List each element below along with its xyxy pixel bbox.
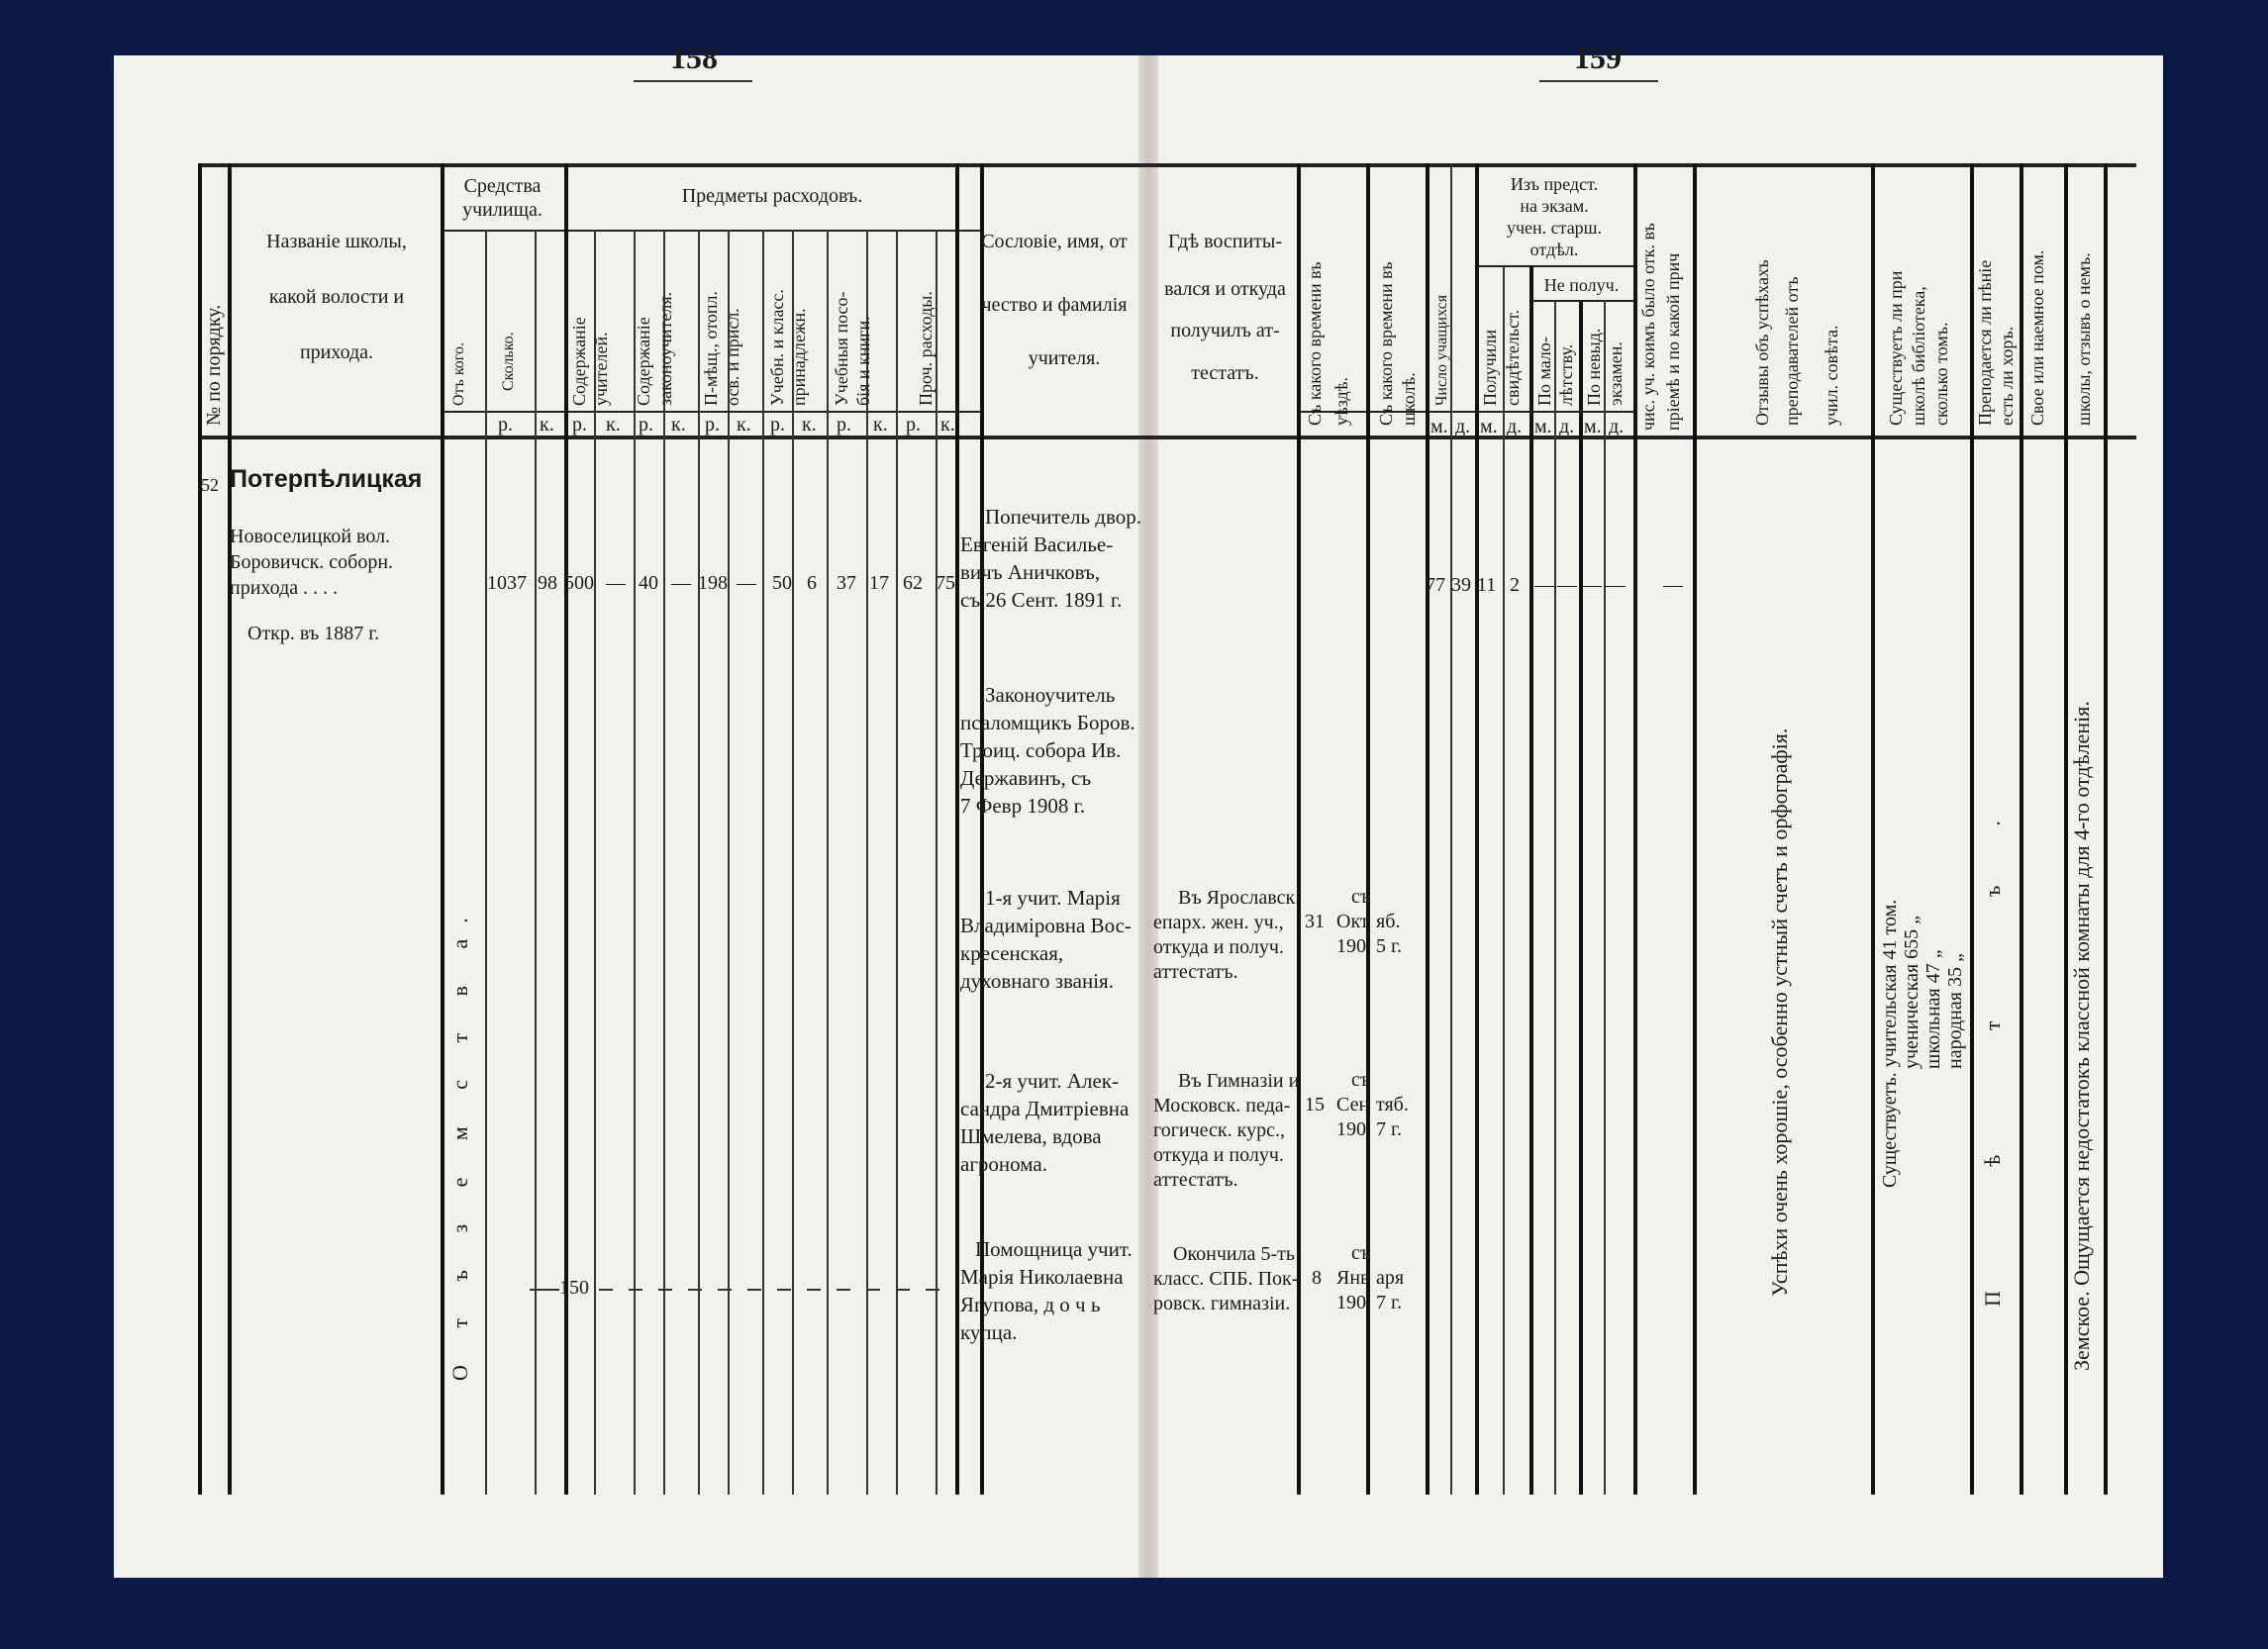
header-means-2: училища. — [462, 199, 542, 221]
header-reviews-2: преподавателей отъ — [1782, 276, 1802, 426]
header-not-passed-1: По невыд. — [1584, 328, 1604, 406]
teacher-4-l2: сандра Дмитріевна — [960, 1097, 1130, 1120]
header-exp-class-2: принадлежн. — [789, 308, 809, 406]
col-line — [792, 230, 794, 1495]
amount: 17 — [869, 572, 889, 594]
col-line — [728, 230, 730, 1495]
date-school: 5 г. — [1376, 935, 1402, 957]
md: м. — [1430, 416, 1448, 437]
col-line — [228, 163, 232, 1495]
header-how-much: Сколько. — [500, 332, 517, 391]
left-page-number: 158 — [670, 40, 718, 75]
rk-k: к. — [940, 414, 955, 436]
header-exp-class-1: Учебн. и класс. — [767, 289, 787, 406]
md: м. — [1584, 416, 1602, 437]
md: д. — [1455, 416, 1471, 437]
teacher-5-l2: Марія Николаевна — [960, 1265, 1124, 1289]
educated-2-l2: Московск. педа- — [1153, 1095, 1291, 1116]
header-educated-3: получилъ ат- — [1170, 320, 1280, 341]
header-library-1: Существуетъ ли при — [1886, 270, 1906, 426]
school-name: Потерпѣлицкая — [230, 465, 423, 493]
col-line — [1529, 265, 1533, 1495]
expenses-rule — [564, 230, 980, 232]
teacher-2-l5: 7 Февр 1908 г. — [960, 794, 1086, 818]
educated-3-l2: класс. СПБ. Пок- — [1153, 1268, 1299, 1290]
educated-3-l1: Окончила 5-ть — [1173, 1243, 1295, 1265]
header-school-name-3: прихода. — [299, 341, 374, 363]
amount-150: 150 — [559, 1277, 589, 1299]
received-d: 2 — [1510, 574, 1520, 596]
library-line-3: школьная 47 „ — [1923, 949, 1944, 1069]
table-top-rule — [198, 163, 2136, 167]
rk-k: к. — [873, 414, 888, 436]
header-not-passed-2: экзамен. — [1606, 341, 1626, 406]
library-line-4: народная 35 „ — [1944, 953, 1966, 1069]
col-line — [1871, 163, 1875, 1495]
educated-2-l3: гогическ. курс., — [1153, 1119, 1285, 1141]
rk-r: р. — [837, 414, 851, 436]
header-students: Число учащихся — [1433, 294, 1450, 406]
teacher-4-l1: 2-я учит. Алек- — [985, 1069, 1119, 1093]
rk-r: р. — [906, 414, 921, 436]
col-line — [198, 163, 202, 1495]
header-exp-law-1: Содержаніе — [634, 317, 653, 406]
educated-2-l5: аттестатъ. — [1153, 1169, 1238, 1191]
md: д. — [1507, 416, 1523, 437]
date-school: аря — [1376, 1267, 1405, 1289]
header-exp-premises-1: П-мѣщ., отопл. — [701, 290, 721, 406]
header-exp-books-2: бія и книги. — [853, 316, 873, 406]
header-received-1: Получили — [1480, 329, 1500, 406]
parish-line-2: Боровичск. соборн. — [230, 551, 394, 573]
date-school: 7 г. — [1376, 1118, 1402, 1140]
col-line — [1633, 163, 1637, 1495]
amount: 98 — [538, 572, 557, 594]
educated-1-l1: Въ Ярославск. — [1178, 887, 1301, 909]
teacher-2-l4: Державинъ, съ — [960, 766, 1092, 790]
header-by-age-2: лѣтству. — [1556, 343, 1576, 406]
library-line-1: Существуетъ. учительская 41 том. — [1879, 899, 1901, 1188]
teacher-1-l4: съ 26 Сент. 1891 г. — [960, 588, 1123, 612]
amount: 40 — [639, 572, 658, 594]
header-teacher-2: чество и фамилія — [981, 294, 1128, 316]
md: м. — [1534, 416, 1552, 437]
singing-text: П ѣ т ъ. — [1980, 761, 2005, 1307]
teacher-5-l3: Ягупова, д о ч ь — [960, 1293, 1101, 1316]
header-exam-2: на экзам. — [1520, 196, 1589, 216]
years-uezd: 8 — [1312, 1267, 1322, 1289]
parish-line-3: прихода . . . . — [230, 577, 339, 599]
header-educated-2: вался и откуда — [1164, 278, 1286, 300]
amount: 50 — [772, 572, 792, 594]
amount: 6 — [807, 572, 817, 594]
date-school: тяб. — [1376, 1094, 1409, 1116]
col-line — [535, 230, 537, 1495]
header-exp-books-1: Учебныя посо- — [832, 291, 851, 406]
header-received-2: свидѣтельст. — [1503, 309, 1523, 406]
header-num-order: № по порядку. — [203, 304, 225, 426]
header-premises-2: школы, отзывъ о немъ. — [2074, 252, 2094, 426]
teacher-1-l1: Попечитель двор. — [985, 505, 1142, 529]
header-exp-teachers-1: Содержаніе — [569, 317, 589, 406]
header-expenses: Предметы расходовъ. — [681, 185, 863, 207]
rk-k: к. — [540, 414, 554, 436]
col-line — [955, 163, 959, 1495]
header-refused-2: пріемѣ и по какой прич — [1663, 252, 1683, 431]
teacher-2-l2: псаломщикъ Боров. — [960, 711, 1135, 734]
educated-1-l4: аттестатъ. — [1153, 961, 1238, 983]
header-premises-1: Свое или наемное пом. — [2027, 249, 2047, 426]
dash — [530, 1289, 559, 1291]
col-line — [2064, 163, 2068, 1495]
header-since-uezd-1: Съ какого времени въ — [1305, 261, 1325, 426]
rk-k: к. — [802, 414, 817, 436]
col-line — [1604, 300, 1606, 1495]
col-line — [1579, 300, 1583, 1495]
parish-line-1: Новоселицкой вол. — [230, 526, 391, 547]
date-school: 7 г. — [1376, 1292, 1402, 1313]
header-reviews-1: Отзывы объ успѣхахъ — [1752, 259, 1772, 426]
educated-2-l4: откуда и получ. — [1153, 1144, 1284, 1166]
amount: 500 — [564, 572, 594, 594]
header-refused-1: чис. уч. коимъ было отк. въ — [1638, 223, 1658, 431]
header-exp-law-2: законоучителя. — [655, 291, 675, 406]
source-zemstvo: О т ъ з е м с т в а. — [447, 902, 472, 1381]
amount: — — [671, 572, 691, 594]
col-line — [698, 230, 700, 1495]
header-educated-4: тестатъ. — [1191, 362, 1259, 384]
col-line — [827, 230, 829, 1495]
exam-rule — [1475, 265, 1633, 267]
header-exp-teachers-2: учителей. — [591, 332, 611, 406]
means-rule — [441, 230, 564, 232]
col-line — [2020, 163, 2023, 1495]
md: д. — [1609, 416, 1625, 437]
teacher-1-l2: Евгеній Василье- — [960, 533, 1114, 556]
teacher-3-l2: Владиміровна Вос- — [960, 914, 1132, 937]
date-school: съ — [1351, 1242, 1371, 1264]
teacher-2-l1: Законоучитель — [985, 683, 1116, 707]
md: м. — [1480, 416, 1498, 437]
rk-r: р. — [639, 414, 653, 436]
header-by-age-1: По мало- — [1534, 337, 1554, 406]
review-text: Успѣхи очень хорошіе, особенно устный счетъ и орфографія. — [1767, 728, 1792, 1297]
teacher-2-l3: Троиц. собора Ив. — [960, 738, 1122, 762]
rk-r: р. — [705, 414, 720, 436]
years-uezd: 15 — [1305, 1094, 1325, 1116]
amount: 62 — [903, 572, 923, 594]
library-line-2: ученическая 655 „ — [1901, 915, 1923, 1069]
students-d: 39 — [1451, 574, 1471, 596]
col-line — [1297, 163, 1301, 1495]
rk-r: р. — [572, 414, 587, 436]
educated-1-l2: епарх. жен. уч., — [1153, 912, 1284, 933]
header-library-3: сколько томъ. — [1931, 322, 1951, 426]
col-line — [1503, 265, 1505, 1495]
col-line — [485, 230, 487, 1495]
header-since-school-2: школѣ. — [1399, 372, 1419, 426]
amount: 37 — [837, 572, 856, 594]
date-school: Окт — [1336, 911, 1369, 932]
col-line — [1475, 163, 1479, 1495]
col-line — [1366, 163, 1370, 1495]
date-school: съ — [1351, 1069, 1371, 1091]
rk-r: р. — [498, 414, 513, 436]
header-exp-premises-2: осв. и присл. — [723, 308, 742, 406]
header-from-whom: Отъ кого. — [450, 342, 467, 406]
col-line — [1970, 163, 1974, 1495]
col-line — [866, 230, 868, 1495]
header-teacher-3: учителя. — [1028, 347, 1101, 369]
teacher-4-l4: агронома. — [960, 1152, 1047, 1176]
amount: 1037 — [487, 572, 527, 594]
premises-text: Земское. Ощущается недостатокъ классной комнаты для 4-го отдѣленія. — [2069, 701, 2094, 1371]
header-singing-2: есть ли хоръ. — [1997, 326, 2017, 426]
header-bottom-rule — [198, 436, 2136, 439]
header-reviews-3: учил. совѣта. — [1822, 325, 1841, 426]
educated-1-l3: откуда и получ. — [1153, 936, 1284, 958]
col-line — [1554, 300, 1556, 1495]
col-line — [1693, 163, 1697, 1495]
header-school-name-1: Названіе школы, — [266, 231, 407, 252]
teacher-5-l1: Помощница учит. — [975, 1237, 1133, 1261]
header-not-received: Не получ. — [1543, 275, 1620, 295]
years-uezd: 31 — [1305, 911, 1325, 932]
page-number-rule — [634, 80, 752, 82]
col-line — [762, 230, 764, 1495]
dash: — — [1606, 574, 1626, 596]
rk-r: р. — [770, 414, 785, 436]
date-school: 190 — [1336, 1292, 1366, 1313]
col-line — [594, 230, 596, 1495]
header-means-1: Средства — [463, 175, 542, 197]
header-exam-1: Изъ предст. — [1510, 174, 1599, 194]
amount: — — [606, 572, 626, 594]
col-line — [1426, 163, 1430, 1495]
header-exp-other: Проч. расходы. — [916, 291, 936, 406]
rk-k: к. — [606, 414, 621, 436]
teacher-1-l3: вичъ Аничковъ, — [960, 560, 1101, 584]
amount: 198 — [698, 572, 728, 594]
header-exam-4: отдѣл. — [1529, 240, 1579, 259]
header-since-school-1: Съ какого времени въ — [1376, 261, 1396, 426]
students-m: 77 — [1426, 574, 1445, 596]
amount: 75 — [936, 572, 955, 594]
teacher-3-l4: духовнаго званія. — [960, 969, 1114, 993]
dash: — — [1663, 574, 1683, 596]
col-line — [936, 230, 937, 1495]
teacher-3-l1: 1-я учит. Марія — [985, 886, 1121, 910]
md: д. — [1559, 416, 1575, 437]
col-line — [441, 163, 444, 1495]
teacher-5-l4: купца. — [960, 1320, 1018, 1344]
educated-3-l3: ровск. гимназіи. — [1153, 1293, 1291, 1314]
col-line — [896, 230, 898, 1495]
dash: — — [1582, 574, 1602, 596]
header-since-uezd-2: уѣздѣ. — [1331, 377, 1351, 426]
teacher-4-l3: Шмелева, вдова — [960, 1124, 1102, 1148]
col-line — [663, 230, 665, 1495]
header-educated-1: Гдѣ воспиты- — [1167, 231, 1283, 252]
row-number: 52 — [201, 475, 219, 495]
header-singing-1: Преподается ли пѣніе — [1975, 259, 1995, 426]
date-school: 190 — [1336, 935, 1366, 957]
header-library-2: школѣ библіотека, — [1909, 286, 1928, 426]
rk-k: к. — [671, 414, 686, 436]
date-school: Сен — [1336, 1094, 1370, 1116]
page-number-rule — [1539, 80, 1658, 82]
header-teacher-1: Сословіе, имя, от — [981, 231, 1128, 252]
date-school: 190 — [1336, 1118, 1366, 1140]
date-school: яб. — [1376, 911, 1401, 932]
amount: — — [737, 572, 756, 594]
header-school-name-2: какой волости и — [268, 286, 405, 308]
rk-k: к. — [737, 414, 751, 436]
educated-2-l1: Въ Гимназіи и — [1178, 1070, 1300, 1092]
col-line — [2104, 163, 2108, 1495]
rk-rule — [441, 411, 980, 413]
dash: — — [1557, 574, 1577, 596]
teacher-3-l3: кресенская, — [960, 941, 1064, 965]
header-exam-3: учен. старш. — [1506, 218, 1603, 238]
date-school: съ — [1351, 886, 1371, 908]
right-page-number: 159 — [1574, 40, 1622, 75]
col-line — [634, 230, 636, 1495]
dash: — — [1534, 574, 1554, 596]
dash — [599, 1289, 950, 1291]
date-school: Янв — [1336, 1267, 1370, 1289]
opened-year: Откр. въ 1887 г. — [247, 623, 380, 644]
received-m: 11 — [1477, 574, 1497, 596]
